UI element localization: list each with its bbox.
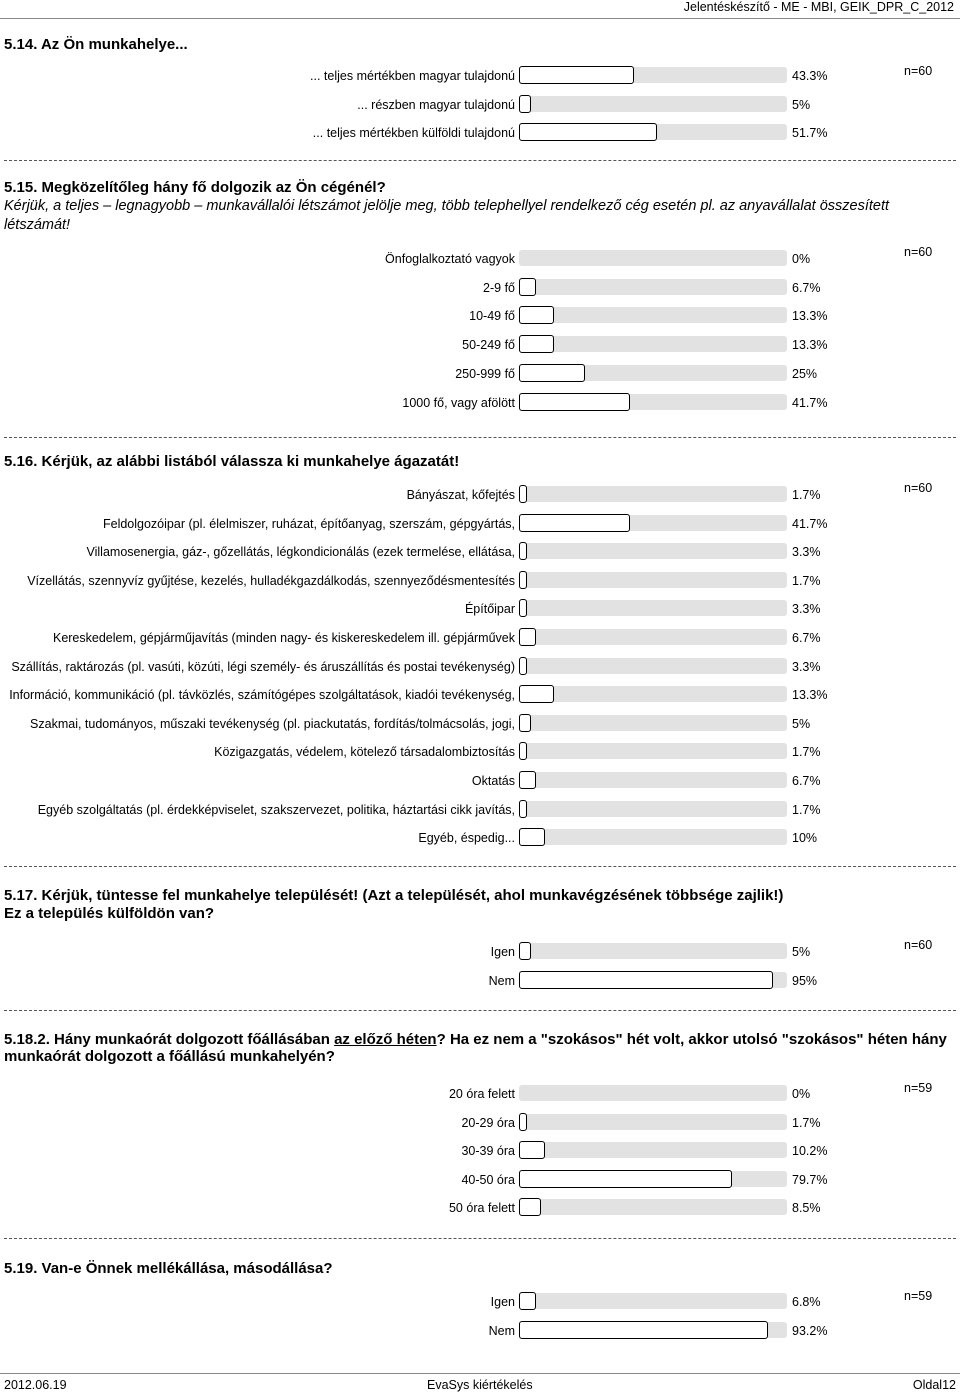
answer-row — [0, 1113, 960, 1135]
bar-fill — [519, 485, 527, 503]
header-rule — [0, 18, 960, 19]
bar-fill — [519, 800, 527, 818]
bar-fill — [519, 828, 545, 846]
answer-row — [0, 1321, 960, 1343]
question-title-5-14: 5.14. Az Ön munkahelye... — [4, 36, 188, 53]
answer-percentage: 6.7% — [792, 774, 821, 788]
answer-percentage: 43.3% — [792, 69, 828, 83]
bar-track — [519, 1085, 787, 1101]
answer-label: Oktatás — [471, 774, 515, 788]
page-label: Oldal — [912, 1378, 943, 1392]
question-title-5-18-2 — [4, 1031, 947, 1048]
answer-row — [0, 828, 960, 850]
answer-row — [0, 685, 960, 707]
bar-track — [519, 486, 787, 502]
answer-percentage: 1.7% — [792, 745, 821, 760]
answer-percentage: 3.3% — [792, 545, 821, 560]
answer-percentage: 93.2% — [792, 1323, 828, 1338]
bar-fill — [519, 1292, 536, 1310]
bar-track — [519, 1114, 787, 1130]
bar-fill — [519, 971, 773, 989]
bar-track — [519, 658, 787, 674]
answer-label: Villamosenergia, gáz-, gőzellátás, légkondicionálás (ezek termelése, ellátása, — [86, 545, 515, 560]
answer-row — [0, 599, 960, 621]
answer-row — [0, 571, 960, 593]
sample-size: n=60 — [904, 481, 933, 495]
bar-fill — [519, 1141, 545, 1159]
answer-label: Szakmai, tudományos, műszaki tevékenység (pl. piackutatás, fordítás/tolmácsolás, jogi, — [30, 716, 515, 731]
answer-percentage: 8.5% — [792, 1201, 821, 1216]
answer-row — [0, 1170, 960, 1192]
answer-label: ... részben magyar tulajdonú — [357, 97, 515, 112]
bar-fill — [519, 1198, 541, 1216]
bar-fill — [519, 657, 527, 675]
answer-percentage: 25% — [792, 366, 818, 381]
bar-track — [519, 600, 787, 616]
bar-fill — [519, 306, 554, 324]
bar-track — [519, 801, 787, 817]
answer-label: Bányászat, kőfejtés — [406, 488, 515, 502]
answer-percentage: 3.3% — [792, 602, 821, 617]
answer-row — [0, 1084, 960, 1106]
answer-label: 2-9 fő — [483, 280, 515, 295]
bar-track — [519, 515, 787, 531]
title-part: 5.18.2. Hány munkaórát dolgozott főállásában — [4, 1031, 335, 1048]
answer-label: Közigazgatás, védelem, kötelező társadalombiztosítás — [214, 745, 515, 760]
question-title-5-16: 5.16. Kérjük, az alábbi listából válassza ki munkahelye ágazatát! — [4, 453, 460, 470]
bar-fill — [519, 542, 527, 560]
answer-row — [0, 628, 960, 650]
bar-fill — [519, 1321, 768, 1339]
sample-size: n=59 — [904, 1081, 933, 1095]
bar-track — [519, 279, 787, 295]
answer-percentage: 3.3% — [792, 659, 821, 674]
answer-percentage: 5% — [792, 945, 811, 959]
answer-label: Kereskedelem, gépjárműjavítás (minden nagy- és kiskereskedelem ill. gépjárművek — [52, 631, 515, 645]
bar-track — [519, 943, 787, 959]
answer-row — [0, 771, 960, 793]
answer-row — [0, 66, 960, 88]
bar-track — [519, 124, 787, 140]
answer-label: 20 óra felett — [448, 1087, 515, 1101]
question-title-5-15: 5.15. Megközelítőleg hány fő dolgozik az Ön cégénél? — [4, 179, 386, 196]
bar-track — [519, 572, 787, 588]
bar-track — [519, 629, 787, 645]
bar-track — [519, 715, 787, 731]
bar-fill — [519, 1170, 732, 1188]
bar-fill — [519, 393, 630, 411]
answer-percentage: 51.7% — [792, 126, 828, 140]
answer-row — [0, 335, 960, 357]
answer-percentage: 10.2% — [792, 1144, 828, 1159]
answer-percentage: 1.7% — [792, 488, 821, 502]
answer-row — [0, 123, 960, 145]
footer-center: EvaSys kiértékelés — [427, 1378, 533, 1392]
bar-track — [519, 543, 787, 559]
sample-size: n=59 — [904, 1289, 933, 1303]
bar-track — [519, 307, 787, 323]
answer-percentage: 13.3% — [792, 338, 828, 353]
answer-row — [0, 393, 960, 415]
answer-label: 30-39 óra — [461, 1144, 515, 1159]
answer-label: 50 óra felett — [448, 1201, 515, 1216]
answer-row — [0, 800, 960, 822]
answer-row — [0, 485, 960, 507]
bar-fill — [519, 66, 634, 84]
footer-page — [913, 1378, 956, 1392]
answer-label: Vízellátás, szennyvíz gyűjtése, kezelés, hulladékgazdálkodás, szennyeződésmentesítés — [27, 573, 515, 588]
answer-percentage: 5% — [792, 97, 811, 112]
sample-size: n=60 — [904, 64, 933, 78]
bar-fill — [519, 571, 527, 589]
answer-row — [0, 542, 960, 564]
bar-track — [519, 250, 787, 266]
answer-percentage: 41.7% — [792, 516, 828, 531]
bar-track — [519, 829, 787, 845]
report-header: Jelentéskészítő - ME - MBI, GEIK_DPR_C_2012 — [683, 0, 954, 14]
question-instruction-5-15: Kérjük, a teljes – legnagyobb – munkavállalói létszámot jelölje meg, több telephellyel rendelkező cég esetén pl. az anyavállalat összesített létszámát! — [4, 198, 890, 233]
question-title-5-17-line2: Ez a település külföldön van? — [4, 905, 215, 922]
bar-track — [519, 1322, 787, 1338]
bar-track — [519, 67, 787, 83]
sample-size: n=60 — [904, 938, 933, 952]
section-separator — [4, 437, 956, 438]
answer-label: 1000 fő, vagy afölött — [402, 395, 515, 410]
bar-fill — [519, 364, 585, 382]
answer-percentage: 79.7% — [792, 1172, 828, 1187]
answer-row — [0, 1141, 960, 1163]
question-title-5-19: 5.19. Van-e Önnek mellékállása, másodállása? — [4, 1260, 333, 1277]
bar-track — [519, 394, 787, 410]
sample-size: n=60 — [904, 245, 933, 259]
answer-percentage: 1.7% — [792, 1115, 821, 1130]
bar-fill — [519, 628, 536, 646]
answer-row — [0, 249, 960, 271]
answer-label: Nem — [488, 973, 515, 988]
answer-percentage: 5% — [792, 716, 811, 731]
question-title-5-18-2-line2: munkaórát dolgozott a főállású munkahelyén? — [4, 1048, 335, 1065]
bar-fill — [519, 771, 536, 789]
question-title-5-17: 5.17. Kérjük, tüntesse fel munkahelye települését! (Azt a települését, ahol munkavégzésének többsége zajlik!) — [4, 887, 784, 904]
answer-row — [0, 714, 960, 736]
answer-percentage: 1.7% — [792, 573, 821, 588]
section-separator — [4, 1238, 956, 1239]
answer-row — [0, 278, 960, 300]
answer-label: Információ, kommunikáció (pl. távközlés, számítógépes szolgáltatások, kiadói tevékenység, — [9, 688, 515, 703]
bar-fill — [519, 685, 554, 703]
answer-percentage: 6.8% — [792, 1295, 821, 1309]
answer-label: Önfoglalkoztató vagyok — [385, 252, 515, 266]
bar-fill — [519, 335, 554, 353]
answer-label: Nem — [488, 1323, 515, 1338]
answer-row — [0, 95, 960, 117]
answer-label: Építőipar — [464, 602, 515, 617]
footer-rule — [0, 1373, 960, 1374]
section-separator — [4, 866, 956, 867]
answer-percentage: 95% — [792, 973, 818, 988]
bar-track — [519, 336, 787, 352]
title-part: ? Ha ez nem a "szokásos" hét volt, akkor utolsó "szokásos" héten hány — [436, 1031, 947, 1048]
bar-fill — [519, 1113, 527, 1131]
bar-fill — [519, 123, 657, 141]
bar-track — [519, 365, 787, 381]
answer-percentage: 41.7% — [792, 395, 828, 410]
answer-label: ... teljes mértékben magyar tulajdonú — [310, 69, 515, 83]
answer-percentage: 0% — [792, 252, 811, 266]
bar-track — [519, 743, 787, 759]
answer-row — [0, 1198, 960, 1220]
answer-row — [0, 971, 960, 993]
answer-label: Szállítás, raktározás (pl. vasúti, közúti, légi személy- és áruszállítás és postai tevékenység) — [11, 659, 515, 674]
answer-percentage: 6.7% — [792, 280, 821, 295]
bar-fill — [519, 514, 630, 532]
bar-fill — [519, 599, 527, 617]
bar-track — [519, 772, 787, 788]
answer-row — [0, 657, 960, 679]
bar-track — [519, 972, 787, 988]
answer-label: 20-29 óra — [461, 1115, 515, 1130]
bar-fill — [519, 278, 536, 296]
section-separator — [4, 160, 956, 161]
bar-fill — [519, 942, 531, 960]
answer-percentage: 0% — [792, 1087, 811, 1101]
answer-row — [0, 364, 960, 386]
answer-percentage: 6.7% — [792, 631, 821, 645]
answer-percentage: 1.7% — [792, 802, 821, 817]
answer-label: Feldolgozóipar (pl. élelmiszer, ruházat, építőanyag, szerszám, gépgyártás, — [102, 516, 515, 531]
answer-percentage: 13.3% — [792, 309, 828, 324]
page-number: 12 — [942, 1378, 956, 1392]
answer-label: 250-999 fő — [455, 366, 515, 381]
answer-label: 40-50 óra — [461, 1172, 515, 1187]
bar-fill — [519, 714, 531, 732]
bar-track — [519, 1171, 787, 1187]
bar-track — [519, 686, 787, 702]
answer-percentage: 13.3% — [792, 688, 828, 703]
answer-row — [0, 306, 960, 328]
answer-label: 50-249 fő — [462, 338, 515, 353]
bar-fill — [519, 742, 527, 760]
section-separator — [4, 1010, 956, 1011]
bar-fill — [519, 95, 531, 113]
answer-row — [0, 1292, 960, 1314]
bar-track — [519, 1142, 787, 1158]
answer-percentage: 10% — [792, 831, 818, 846]
answer-label: Igen — [490, 1295, 515, 1309]
answer-label: Egyéb szolgáltatás (pl. érdekképviselet, szakszervezet, politika, háztartási cikk javítás, — [37, 802, 515, 817]
footer-date: 2012.06.19 — [4, 1378, 67, 1392]
answer-label: ... teljes mértékben külföldi tulajdonú — [312, 126, 515, 140]
answer-label: 10-49 fő — [469, 309, 515, 324]
answer-label: Igen — [490, 945, 515, 959]
bar-track — [519, 1293, 787, 1309]
answer-row — [0, 742, 960, 764]
bar-track — [519, 96, 787, 112]
answer-row — [0, 514, 960, 536]
bar-track — [519, 1199, 787, 1215]
answer-label: Egyéb, éspedig... — [418, 831, 515, 846]
title-underlined: az előző héten — [334, 1031, 437, 1048]
answer-row — [0, 942, 960, 964]
